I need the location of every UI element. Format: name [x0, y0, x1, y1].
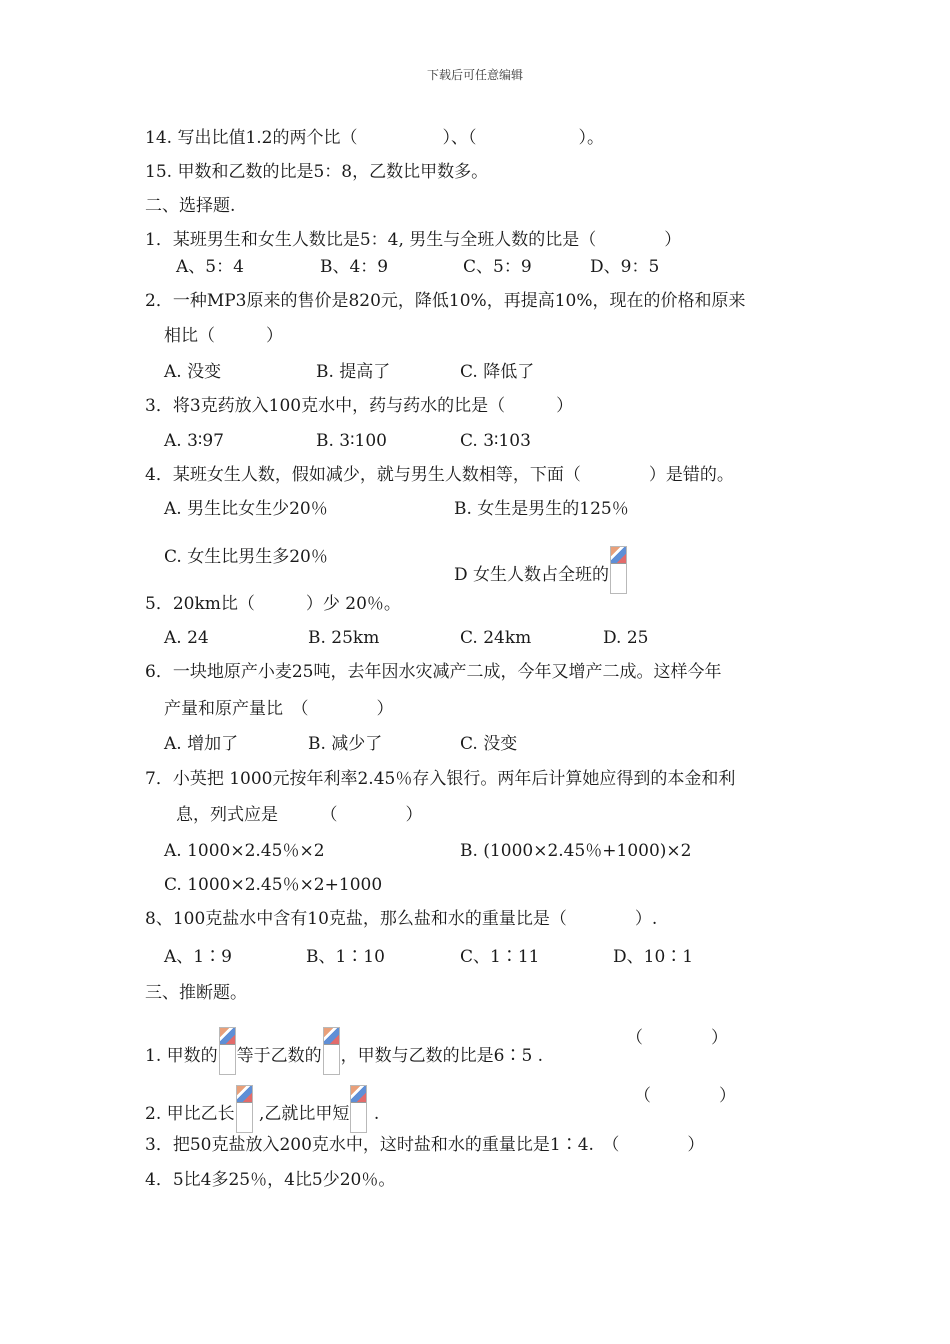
judgment-2: [145, 1085, 379, 1133]
choice-3-option-b: B. 3∶100: [316, 431, 387, 451]
choice-4-option-a: A. 男生比女生少20％: [164, 499, 328, 519]
broken-image-icon: [236, 1085, 253, 1133]
judgment-1-part-c: ，甲数与乙数的比是6∶5 .: [340, 1046, 544, 1066]
judgment-1-part-a: 1. 甲数的: [145, 1046, 218, 1066]
choice-5-option-b: B. 25km: [308, 628, 380, 648]
choice-2-stem-line2: 相比（ ）: [164, 326, 283, 346]
choice-2-option-a: A. 没变: [164, 362, 222, 382]
question-15: 15. 甲数和乙数的比是5：8，乙数比甲数多。: [145, 162, 489, 182]
choice-8-option-d: D、10∶1: [613, 947, 694, 967]
choice-5-option-d: D. 25: [603, 628, 649, 648]
broken-image-icon: [610, 546, 627, 594]
choice-8-option-b: B、1∶10: [306, 947, 385, 967]
choice-5-option-c: C. 24km: [460, 628, 532, 648]
judgment-1-paren: （ ）: [626, 1028, 728, 1048]
page-header: 下载后可任意编辑: [426, 68, 523, 82]
question-14: 14. 写出比值1.2的两个比（ ）、（ ）。: [145, 128, 604, 148]
choice-6-stem-line2: 产量和原产量比 （ ）: [164, 699, 394, 719]
broken-image-icon: [219, 1027, 236, 1075]
choice-7-option-b: B. (1000×2.45％+1000)×2: [460, 841, 692, 861]
judgment-3: 3．把50克盐放入200克水中，这时盐和水的重量比是1∶4. （ ）: [145, 1135, 705, 1155]
choice-3-stem: 3．将3克药放入100克水中，药与药水的比是（ ）: [145, 396, 574, 416]
choice-7-option-c: C. 1000×2.45％×2+1000: [164, 875, 383, 895]
choice-1-option-b: B、4：9: [320, 257, 389, 277]
choice-2-option-c: C. 降低了: [460, 362, 535, 382]
section-3-heading: 三、推断题。: [145, 983, 247, 1003]
judgment-2-part-b: ,乙就比甲短: [253, 1104, 350, 1124]
choice-8-option-a: A、1∶9: [164, 947, 232, 967]
choice-7-stem-line1: 7．小英把 1000元按年利率2.45％存入银行。两年后计算她应得到的本金和利: [145, 769, 736, 789]
choice-5-option-a: A. 24: [164, 628, 209, 648]
choice-6-option-a: A. 增加了: [164, 734, 239, 754]
choice-6-option-b: B. 减少了: [308, 734, 383, 754]
choice-7-stem-line2: 息，列式应是 （ ）: [176, 805, 423, 825]
choice-3-option-a: A. 3∶97: [164, 431, 224, 451]
choice-3-option-c: C. 3∶103: [460, 431, 531, 451]
choice-6-stem-line1: 6．一块地原产小麦25吨，去年因水灾减产二成，今年又增产二成。这样今年: [145, 662, 722, 682]
choice-4-option-d: [454, 546, 628, 594]
section-2-heading: 二、选择题.: [145, 196, 236, 216]
broken-image-icon: [323, 1027, 340, 1075]
judgment-1-part-b: 等于乙数的: [236, 1046, 322, 1066]
judgment-2-paren: （ ）: [634, 1086, 736, 1106]
choice-5-stem: 5．20km比（ ）少 20％。: [145, 594, 401, 614]
choice-6-option-c: C. 没变: [460, 734, 518, 754]
choice-4-option-d-text: D 女生人数占全班的: [454, 565, 610, 585]
judgment-4: 4．5比4多25％，4比5少20％。: [145, 1170, 396, 1190]
choice-1-option-c: C、5：9: [463, 257, 532, 277]
choice-2-option-b: B. 提高了: [316, 362, 391, 382]
choice-2-stem-line1: 2．一种MP3原来的售价是820元，降低10%，再提高10%，现在的价格和原来: [145, 291, 746, 311]
choice-8-option-c: C、1∶11: [460, 947, 540, 967]
choice-8-stem: 8、100克盐水中含有10克盐，那么盐和水的重量比是（ ）.: [145, 909, 658, 929]
choice-1-stem: 1．某班男生和女生人数比是5：4, 男生与全班人数的比是（ ）: [145, 230, 682, 250]
choice-4-option-b: B. 女生是男生的125％: [454, 499, 629, 519]
choice-7-option-a: A. 1000×2.45％×2: [164, 841, 325, 861]
choice-4-option-c: C. 女生比男生多20％: [164, 547, 328, 567]
choice-1-option-a: A、5：4: [176, 257, 244, 277]
choice-4-stem: 4．某班女生人数，假如减少，就与男生人数相等，下面（ ）是错的。: [145, 465, 734, 485]
broken-image-icon: [350, 1085, 367, 1133]
judgment-1: [145, 1027, 543, 1075]
judgment-2-part-a: 2. 甲比乙长: [145, 1104, 235, 1124]
judgment-2-part-c: .: [368, 1104, 380, 1124]
choice-1-option-d: D、9：5: [590, 257, 660, 277]
